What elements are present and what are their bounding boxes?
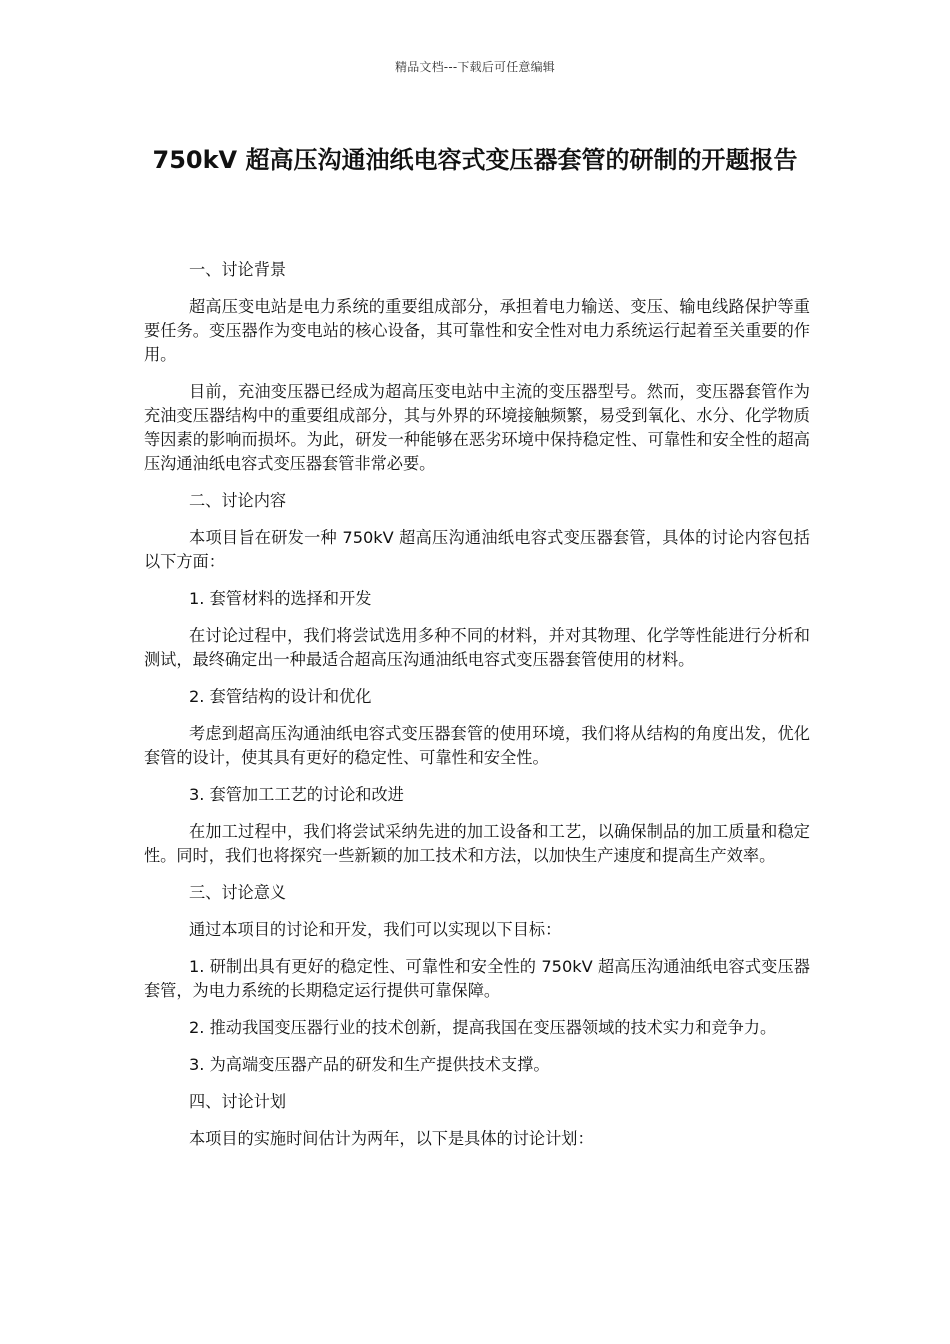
- document-title: 750kV 超高压沟通油纸电容式变压器套管的研制的开题报告: [152, 146, 798, 174]
- paragraph: 3. 为高端变压器产品的研发和生产提供技术支撑。: [189, 1055, 550, 1074]
- paragraph: 在加工过程中，我们将尝试采纳先进的加工设备和工艺，以确保制品的加工质量和稳定性。同时，我们也将探究一些新颖的加工技术和方法，以加快生产速度和提高生产效率。: [144, 822, 810, 865]
- paragraph: 在讨论过程中，我们将尝试选用多种不同的材料，并对其物理、化学等性能进行分析和测试，最终确定出一种最适合超高压沟通油纸电容式变压器套管使用的材料。: [144, 626, 810, 669]
- paragraph: 目前，充油变压器已经成为超高压变电站中主流的变压器型号。然而，变压器套管作为充油变压器结构中的重要组成部分，其与外界的环境接触频繁，易受到氧化、水分、化学物质等因素的影响而损坏。为此，研发一种能够在恶劣环境中保持稳定性、可靠性和安全性的超高压沟通油纸电容式变压器套管非常必要。: [144, 382, 810, 473]
- document-body: [144, 258, 810, 1164]
- header-note: 精品文档---下载后可任意编辑: [395, 60, 555, 74]
- section-heading-content: 二、讨论内容: [189, 491, 287, 510]
- paragraph: 通过本项目的讨论和开发，我们可以实现以下目标：: [189, 920, 562, 939]
- paragraph: 考虑到超高压沟通油纸电容式变压器套管的使用环境，我们将从结构的角度出发，优化套管的设计，使其具有更好的稳定性、可靠性和安全性。: [144, 724, 810, 767]
- item-heading: 2. 套管结构的设计和优化: [189, 687, 372, 706]
- paragraph: 本项目旨在研发一种 750kV 超高压沟通油纸电容式变压器套管，具体的讨论内容包括以下方面：: [144, 528, 810, 571]
- paragraph: 2. 推动我国变压器行业的技术创新，提高我国在变压器领域的技术实力和竞争力。: [189, 1018, 777, 1037]
- item-heading: 3. 套管加工工艺的讨论和改进: [189, 785, 404, 804]
- section-heading-significance: 三、讨论意义: [189, 883, 287, 902]
- section-heading-background: 一、讨论背景: [189, 260, 287, 279]
- paragraph: 1. 研制出具有更好的稳定性、可靠性和安全性的 750kV 超高压沟通油纸电容式变压器套管，为电力系统的长期稳定运行提供可靠保障。: [144, 957, 810, 1000]
- item-heading: 1. 套管材料的选择和开发: [189, 589, 372, 608]
- section-heading-plan: 四、讨论计划: [189, 1092, 287, 1111]
- paragraph: 本项目的实施时间估计为两年，以下是具体的讨论计划：: [189, 1129, 594, 1148]
- paragraph: 超高压变电站是电力系统的重要组成部分，承担着电力输送、变压、输电线路保护等重要任务。变压器作为变电站的核心设备，其可靠性和安全性对电力系统运行起着至关重要的作用。: [144, 297, 810, 364]
